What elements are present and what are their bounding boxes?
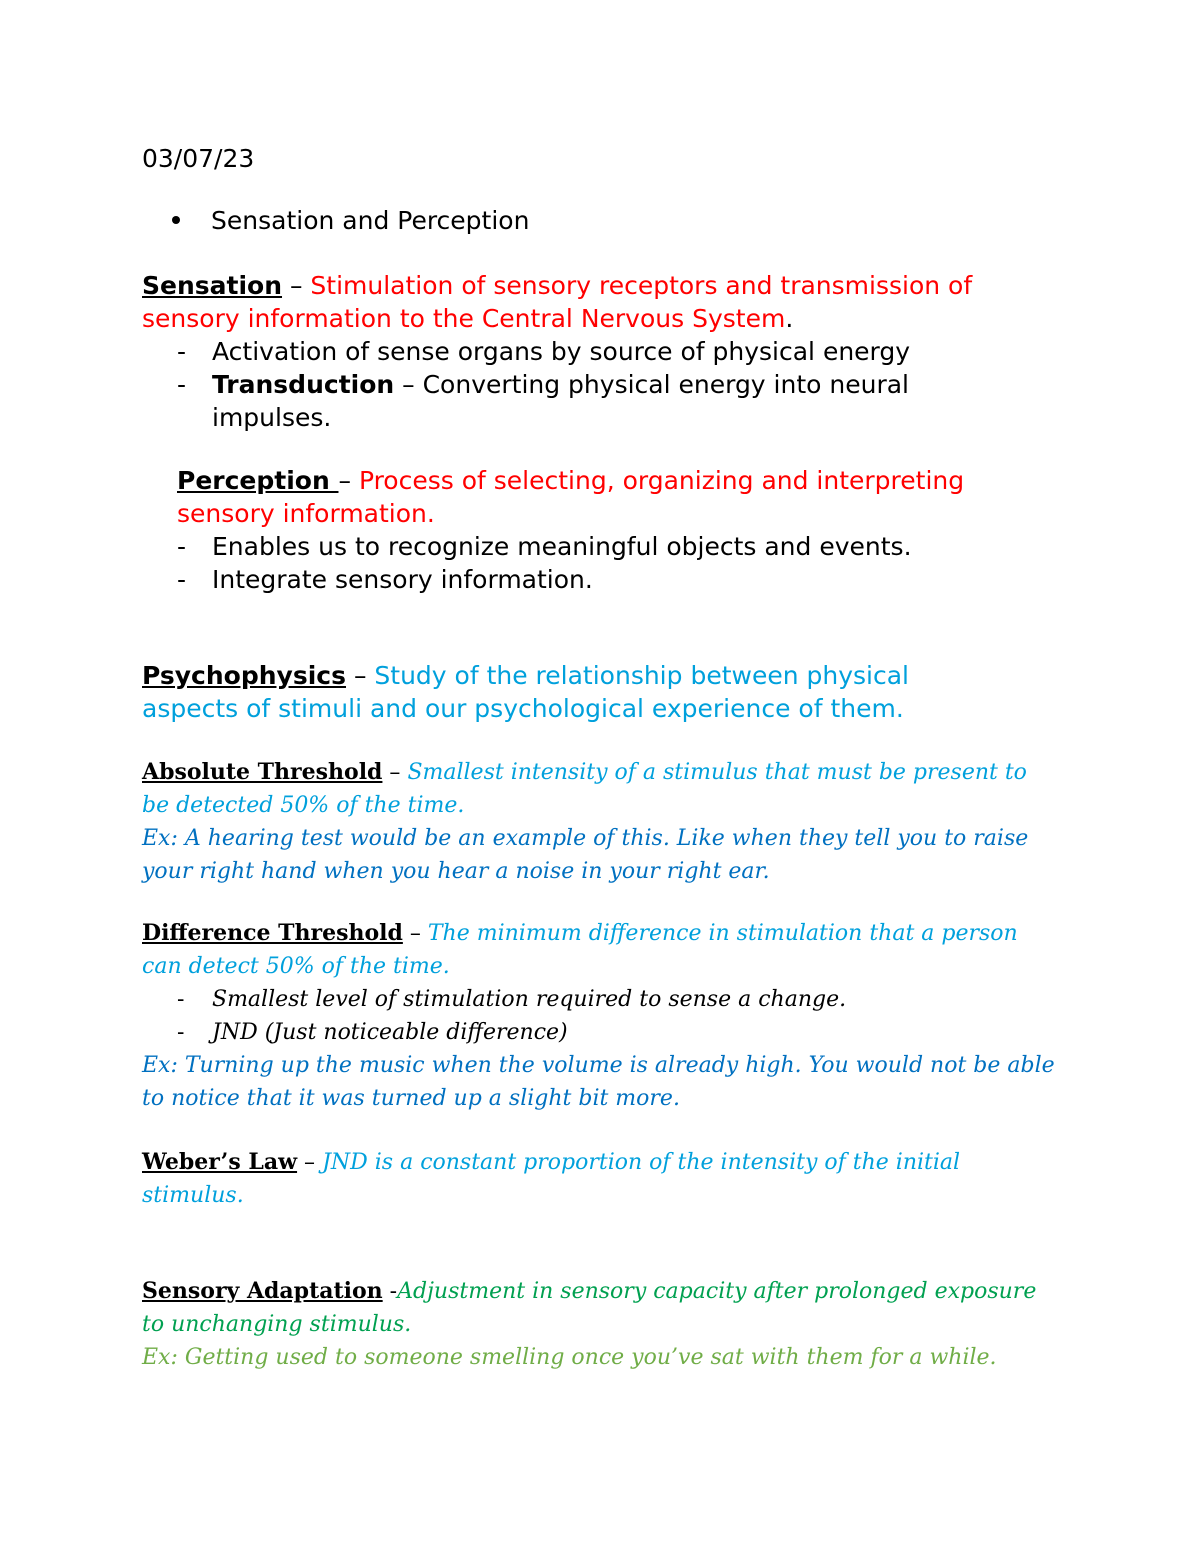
dash-marker: - xyxy=(177,532,187,561)
sensation-definition xyxy=(142,269,1082,335)
weber-sep: – xyxy=(297,1150,323,1175)
weber-def-line2: stimulus. xyxy=(142,1183,244,1208)
perception-sep: – xyxy=(338,466,359,495)
adaptation-sep: - xyxy=(382,1279,398,1304)
sensation-sep: – xyxy=(282,271,311,300)
sensation-def-line1: Stimulation of sensory receptors and transmission of xyxy=(310,271,973,300)
webers-law-definition xyxy=(142,1146,1082,1212)
webers-law-term: Weber’s Law xyxy=(142,1149,298,1175)
absolute-example-line1: Ex: A hearing test would be an example of this. Like when they tell you to raise xyxy=(142,826,1029,851)
difference-threshold-term: Difference Threshold xyxy=(142,920,403,946)
difference-sep: – xyxy=(402,921,428,946)
sensory-adaptation-definition xyxy=(142,1275,1082,1374)
difference-example-line2: to notice that it was turned up a slight bit more. xyxy=(142,1086,680,1111)
difference-item-1 xyxy=(177,983,846,1016)
difference-example xyxy=(142,1049,1082,1115)
sensory-adaptation-term: Sensory Adaptation xyxy=(142,1278,383,1304)
difference-item-1-text: Smallest level of stimulation required to sense a change. xyxy=(212,987,847,1012)
weber-def-line1: JND is a constant proportion of the intensity of the initial xyxy=(322,1150,961,1175)
absolute-def-line2: be detected 50% of the time. xyxy=(142,793,465,818)
dash-marker: - xyxy=(177,370,187,399)
absolute-sep: – xyxy=(382,760,408,785)
difference-def-line1: The minimum difference in stimulation that a person xyxy=(427,921,1018,946)
date-text: 03/07/23 xyxy=(142,144,255,173)
sensation-item-2 xyxy=(177,368,909,401)
absolute-threshold-term: Absolute Threshold xyxy=(142,759,383,785)
absolute-example-line2: your right hand when you hear a noise in your right ear. xyxy=(142,859,770,884)
perception-def-line2: sensory information. xyxy=(177,499,435,528)
sensation-item-1 xyxy=(177,335,910,368)
perception-item-2-text: Integrate sensory information. xyxy=(212,565,593,594)
topic-bullet-text: Sensation and Perception xyxy=(211,206,530,235)
absolute-threshold-definition xyxy=(142,756,1082,888)
sensation-item-2-text: – Converting physical energy into neural xyxy=(394,370,909,399)
sensation-def-end: . xyxy=(785,304,794,333)
psychophysics-sep: – xyxy=(346,661,375,690)
sensation-term: Sensation xyxy=(142,271,283,300)
psychophysics-def-line2: aspects of stimuli and our psychological experience of them. xyxy=(142,694,904,723)
psychophysics-definition xyxy=(142,659,1082,725)
dash-marker: - xyxy=(177,1020,185,1045)
perception-item-1-text: Enables us to recognize meaningful objects and events. xyxy=(212,532,912,561)
difference-threshold-definition xyxy=(142,917,1082,983)
topic-bullet xyxy=(172,204,529,237)
bullet-dot-icon xyxy=(172,216,180,224)
perception-item-1 xyxy=(177,530,912,563)
difference-item-2-text: JND (Just noticeable difference) xyxy=(212,1020,568,1045)
difference-def-line2: can detect 50% of the time. xyxy=(142,954,450,979)
perception-item-2 xyxy=(177,563,593,596)
perception-definition xyxy=(177,464,1117,530)
dash-marker: - xyxy=(177,337,187,366)
psychophysics-def-line1: Study of the relationship between physical xyxy=(374,661,909,690)
adaptation-def-line2: to unchanging stimulus. xyxy=(142,1312,412,1337)
date-line xyxy=(142,142,1082,175)
perception-def-line1: Process of selecting, organizing and interpreting xyxy=(358,466,965,495)
sensation-def-line2: sensory information to the Central Nervous System xyxy=(142,304,786,333)
perception-term: Perception xyxy=(177,466,339,495)
absolute-def-line1: Smallest intensity of a stimulus that must be present to xyxy=(407,760,1027,785)
dash-marker: - xyxy=(177,987,185,1012)
adaptation-def-line1: Adjustment in sensory capacity after prolonged exposure xyxy=(397,1279,1037,1304)
dash-marker: - xyxy=(177,565,187,594)
sensation-item-2-continued: impulses. xyxy=(212,403,332,432)
transduction-term: Transduction xyxy=(212,370,395,399)
difference-example-line1: Ex: Turning up the music when the volume is already high. You would not be able xyxy=(142,1053,1055,1078)
difference-item-2 xyxy=(177,1016,568,1049)
psychophysics-term: Psychophysics xyxy=(142,661,346,690)
sensation-item-1-text: Activation of sense organs by source of physical energy xyxy=(212,337,911,366)
adaptation-example-line1: Ex: Getting used to someone smelling once you’ve sat with them for a while. xyxy=(142,1345,997,1370)
